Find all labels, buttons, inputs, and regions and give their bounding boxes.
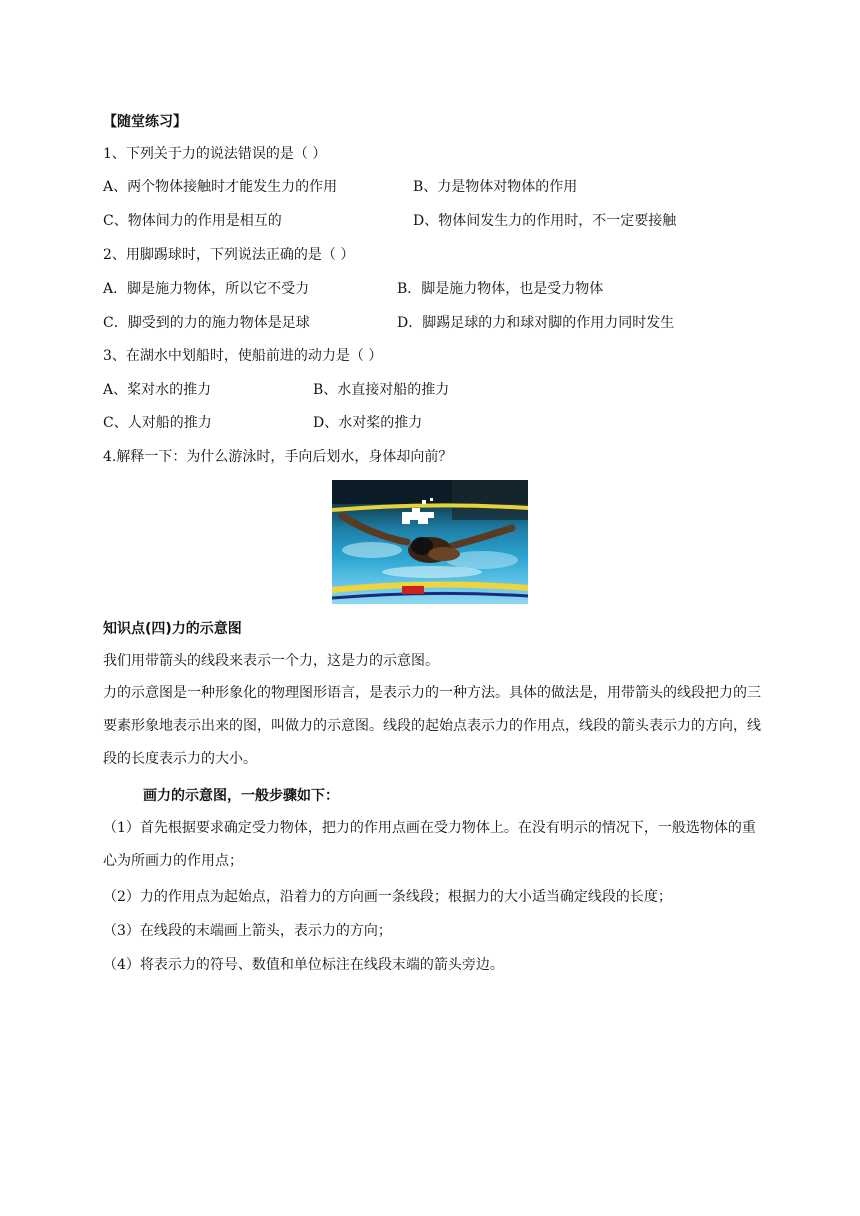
- question-1-option-a: A、两个物体接触时才能发生力的作用: [103, 179, 338, 195]
- practice-heading: 【随堂练习】: [103, 114, 187, 130]
- question-1-option-d: D、物体间发生力的作用时，不一定要接触: [413, 213, 677, 229]
- swimmer-photo: [332, 480, 528, 604]
- question-2-option-d: D．脚踢足球的力和球对脚的作用力同时发生: [397, 315, 675, 331]
- step-4: （4）将表示力的符号、数值和单位标注在线段末端的箭头旁边。: [103, 957, 504, 973]
- swimmer-illustration: [332, 480, 528, 604]
- question-3-option-b: B、水直接对船的推力: [313, 382, 450, 398]
- question-1-stem: 1、下列关于力的说法错误的是（ ）: [103, 146, 327, 162]
- question-3-stem: 3、在湖水中划船时，使船前进的动力是（ ）: [103, 348, 383, 364]
- question-3-option-a: A、桨对水的推力: [103, 382, 212, 398]
- step-2: （2）力的作用点为起始点，沿着力的方向画一条线段；根据力的大小适当确定线段的长度；: [103, 889, 672, 905]
- description-paragraph: 力的示意图是一种形象化的物理图形语言，是表示力的一种方法。具体的做法是，用带箭头的线段把力的三要素形象地表示出来的图，叫做力的示意图。线段的起始点表示力的作用点，线段的箭头表示力的方向，线段的长度表示力的大小。: [103, 685, 761, 767]
- question-1-option-b: B、力是物体对物体的作用: [413, 179, 578, 195]
- question-1-option-c: C、物体间力的作用是相互的: [103, 213, 282, 229]
- question-3-option-d: D、水对桨的推力: [313, 415, 423, 431]
- step-3: （3）在线段的末端画上箭头，表示力的方向；: [103, 923, 392, 939]
- question-3-option-c: C、人对船的推力: [103, 415, 212, 431]
- question-2-option-a: A．脚是施力物体，所以它不受力: [103, 281, 310, 297]
- question-2-option-c: C．脚受到的力的施力物体是足球: [103, 315, 310, 331]
- question-4-stem: 4.解释一下：为什么游泳时，手向后划水，身体却向前？: [103, 449, 453, 465]
- intro-paragraph: 我们用带箭头的线段来表示一个力，这是力的示意图。: [103, 653, 439, 669]
- question-2-stem: 2、用脚踢球时，下列说法正确的是（ ）: [103, 247, 355, 263]
- knowledge-point-heading: 知识点(四)力的示意图: [103, 621, 242, 637]
- steps-heading: 画力的示意图，一般步骤如下：: [143, 788, 339, 804]
- step-1: （1）首先根据要求确定受力物体，把力的作用点画在受力物体上。在没有明示的情况下，一般选物体的重心为所画力的作用点；: [103, 820, 756, 869]
- question-2-option-b: B．脚是施力物体，也是受力物体: [397, 281, 604, 297]
